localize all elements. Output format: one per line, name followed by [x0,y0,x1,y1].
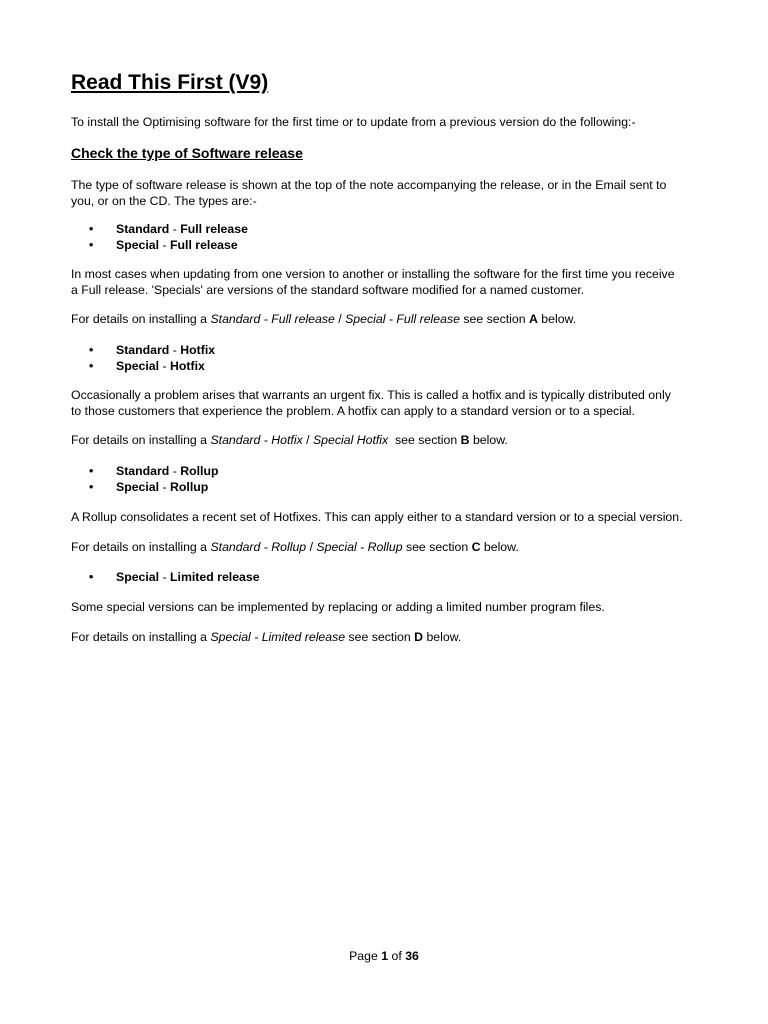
page-number-footer: Page 1 of 36 [349,949,419,963]
section-heading: Check the type of Software release [71,145,303,161]
section-ref: D [414,630,424,644]
full-release-paragraph-line2: a Full release. 'Specials' are versions of the standard software modified for a named customer. [71,283,585,297]
hotfix-paragraph-line1: Occasionally a problem arises that warrants an urgent fix. This is called a hotfix and is typically distributed only [71,388,671,402]
section-ref: C [471,540,481,554]
details-limited-release: For details on installing a Special - Limited release see section D below. [71,630,462,644]
bullet-list-hotfix [71,342,215,374]
rollup-paragraph: A Rollup consolidates a recent set of Hotfixes. This can apply either to a standard version or to a special version. [71,510,683,524]
current-page: 1 [381,949,389,963]
types-paragraph-line2: you, or on the CD. The types are:- [71,194,257,208]
bullet-list-limited-release [71,569,260,585]
list-item: • Special - Full release [89,238,238,252]
bullet-icon: • [89,238,94,252]
bullet-icon: • [89,570,94,584]
bullet-icon: • [89,480,94,494]
details-hotfix: For details on installing a Standard - Hotfix / Special Hotfix see section B below. [71,433,508,447]
document-title: Read This First (V9) [71,71,269,94]
hotfix-paragraph-line2: to those customers that experience the problem. A hotfix can apply to a standard version or to a special. [71,404,635,418]
limited-release-paragraph: Some special versions can be implemented by replacing or adding a limited number program files. [71,600,605,614]
bullet-list-rollup [71,463,218,495]
list-item: • Standard - Hotfix [89,343,216,357]
bullet-list-full-release [71,221,248,253]
details-rollup: For details on installing a Standard - Rollup / Special - Rollup see section C below. [71,540,519,554]
list-item: • Special - Hotfix [89,359,205,373]
list-item: • Special - Rollup [89,480,209,494]
bullet-icon: • [89,464,94,478]
types-paragraph-line1: The type of software release is shown at the top of the note accompanying the release, or in the Email sent to [71,178,667,192]
section-ref: A [528,312,538,326]
bullet-icon: • [89,343,94,357]
details-full-release: For details on installing a Standard - Full release / Special - Full release see section A below. [71,312,577,326]
list-item: • Standard - Rollup [89,464,219,478]
total-pages: 36 [405,949,419,963]
list-item: • Standard - Full release [89,222,248,236]
bullet-icon: • [89,359,94,373]
section-ref: B [460,433,470,447]
full-release-paragraph-line1: In most cases when updating from one version to another or installing the software for the first time you receive [71,267,675,281]
bullet-icon: • [89,222,94,236]
list-item: • Special - Limited release [89,570,260,584]
intro-paragraph: To install the Optimising software for the first time or to update from a previous version do the following:- [71,115,636,129]
